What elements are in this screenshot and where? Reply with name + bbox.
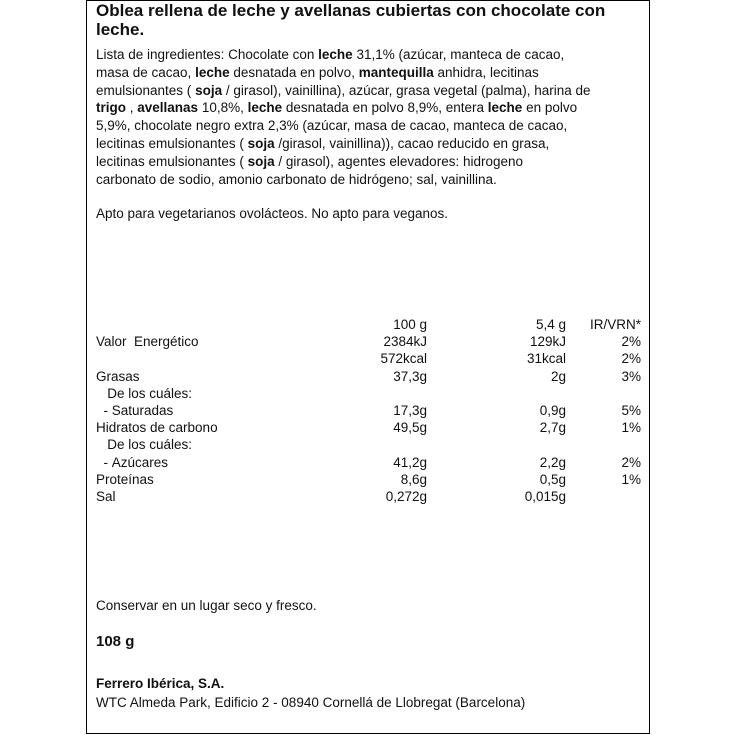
nutrition-row [96, 455, 641, 472]
ingredient-text: lecitinas emulsionantes ( [96, 153, 248, 169]
reference-intake-value: 5% [621, 403, 641, 418]
nutrient-label: Sal [96, 489, 116, 504]
per-portion-value: 129kJ [529, 334, 566, 350]
per-portion-value: 0,015g [524, 489, 566, 504]
per-portion-value: 2,2g [539, 454, 566, 470]
per-portion-value: 31kcal [526, 351, 566, 367]
ingredients-list [96, 46, 641, 188]
ingredients-line [96, 46, 641, 64]
ingredient-text: desnatada en polvo, [229, 64, 359, 80]
reference-intake-value: 1% [621, 471, 641, 487]
reference-intake-value: 2% [621, 334, 641, 350]
reference-intake-value: 2% [621, 454, 641, 470]
allergen-word: leche [195, 64, 230, 80]
nutrient-label: Proteínas [96, 471, 154, 487]
nutrient-label: De los cuáles: [96, 437, 193, 453]
reference-intake-value: 3% [621, 368, 641, 384]
nutrient-label: Hidratos de carbono [96, 420, 218, 436]
per-100g-value: 17,3g [393, 403, 427, 418]
ingredient-text: , [126, 100, 138, 116]
vegetarian-note: Apto para vegetarianos ovolácteos. No apto para veganos. [96, 206, 448, 221]
ingredient-text: / girasol), agentes elevadores: hidrogeno [274, 153, 523, 169]
allergen-word: soja [247, 135, 275, 151]
per-100g-value: 37,3g [393, 368, 427, 384]
nutrition-row [96, 386, 641, 403]
nutrition-row [96, 472, 641, 489]
reference-intake-value: 2% [621, 351, 641, 367]
nutrient-label: - Saturadas [96, 403, 174, 418]
per-100g-value: 8,6g [400, 471, 427, 487]
reference-intake-value: IR/VRN* [589, 317, 641, 332]
per-portion-value: 2,7g [539, 420, 566, 436]
per-portion-value: 5,4 g [535, 317, 566, 332]
per-100g-value: 572kcal [380, 351, 427, 367]
net-weight: 108 g [96, 633, 135, 650]
per-portion-value: 2g [550, 368, 566, 384]
ingredient-text: 5,9%, chocolate negro extra 2,3% (azúcar, masa de cacao, manteca de cacao, [96, 118, 568, 134]
nutrition-row [96, 334, 641, 351]
per-portion-value: 0,5g [539, 471, 566, 487]
allergen-word: avellanas [137, 100, 199, 116]
ingredient-text: 10,8%, [198, 100, 248, 116]
ingredient-text: 31,1% (azúcar, manteca de cacao, [352, 47, 565, 62]
allergen-word: soja [247, 153, 275, 169]
ingredient-text: desnatada en polvo 8,9%, entera [282, 100, 488, 116]
per-100g-value: 2384kJ [383, 334, 427, 350]
company-address: WTC Almeda Park, Edificio 2 - 08940 Cornellá de Llobregat (Barcelona) [96, 695, 526, 710]
nutrition-row [96, 351, 641, 368]
per-100g-value: 41,2g [393, 454, 427, 470]
nutrition-header-row [96, 317, 641, 334]
product-title: Oblea rellena de leche y avellanas cubiertas con chocolate con leche. [96, 1, 606, 39]
nutrient-label: De los cuáles: [96, 385, 193, 401]
reference-intake-value: 1% [621, 420, 641, 436]
ingredient-text: emulsionantes ( [96, 82, 196, 98]
per-portion-value: 0,9g [539, 403, 566, 418]
allergen-word: soja [195, 82, 223, 98]
ingredients-line [96, 171, 641, 189]
ingredient-text: masa de cacao, [96, 64, 196, 80]
per-100g-value: 0,272g [385, 489, 427, 504]
allergen-word: mantequilla [358, 64, 434, 80]
allergen-word: leche [318, 47, 353, 62]
ingredients-line [96, 135, 641, 153]
ingredient-text: lecitinas emulsionantes ( [96, 135, 248, 151]
nutrient-label: Grasas [96, 368, 140, 384]
nutrition-row [96, 489, 641, 506]
nutrient-label: - Azúcares [96, 454, 169, 470]
ingredients-line [96, 64, 641, 82]
nutrient-label: Valor Energético [96, 334, 199, 350]
nutrition-row [96, 437, 641, 454]
allergen-word: leche [487, 100, 523, 116]
storage-instructions: Conservar en un lugar seco y fresco. [96, 598, 317, 613]
nutrition-row [96, 420, 641, 437]
ingredient-text: en polvo [522, 100, 578, 116]
ingredient-text: anhidra, lecitinas [433, 64, 539, 80]
ingredients-line [96, 153, 641, 171]
ingredient-text: Lista de ingredientes: Chocolate con [96, 47, 319, 62]
ingredient-text: carbonato de sodio, amonio carbonato de hidrógeno; sal, vainillina. [96, 171, 497, 187]
per-100g-value: 100 g [393, 317, 427, 332]
ingredients-line [96, 99, 641, 117]
ingredients-line [96, 82, 641, 100]
allergen-word: trigo [96, 100, 126, 116]
ingredients-line [96, 117, 641, 135]
ingredient-text: /girasol, vainillina)), cacao reducido en grasa, [274, 135, 550, 151]
ingredient-text: / girasol), vainillina), azúcar, grasa vegetal (palma), harina de [222, 82, 591, 98]
nutrition-row [96, 403, 641, 420]
company-name: Ferrero Ibérica, S.A. [96, 676, 225, 691]
per-100g-value: 49,5g [393, 420, 427, 436]
nutrition-row [96, 369, 641, 386]
allergen-word: leche [247, 100, 283, 116]
